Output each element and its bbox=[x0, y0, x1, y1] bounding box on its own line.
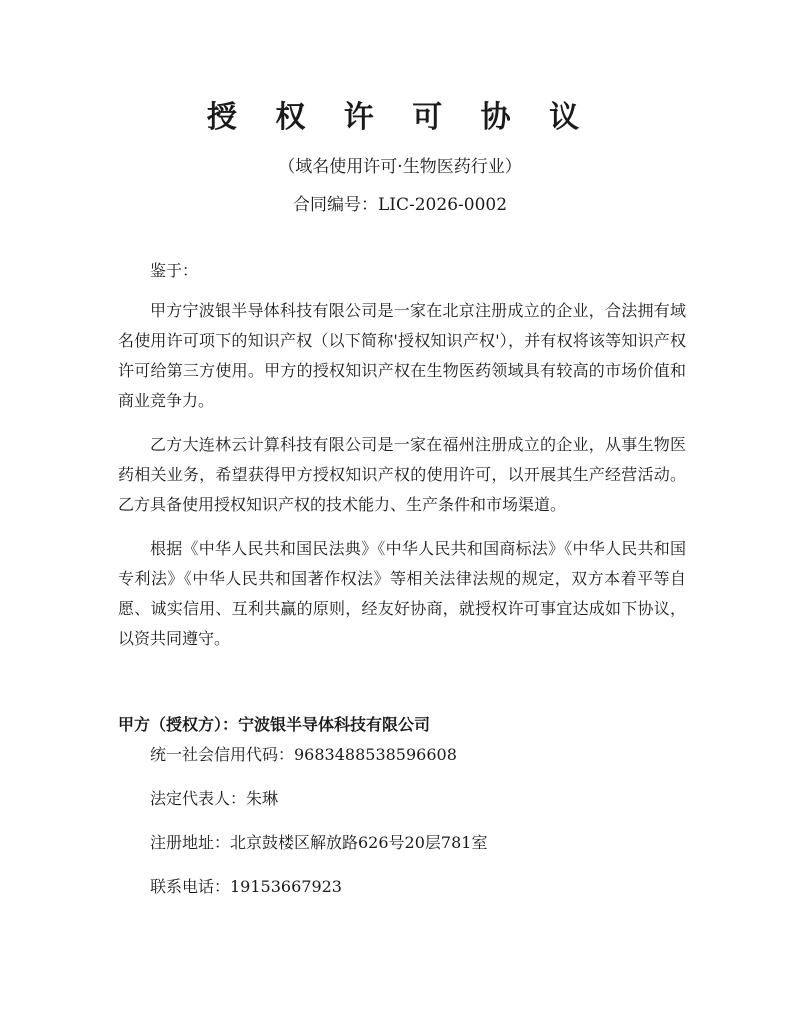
recital-paragraph-party-a: 甲方宁波银半导体科技有限公司是一家在北京注册成立的企业，合法拥有域名使用许可项下的知识产权（以下简称'授权知识产权'），并有权将该等知识产权许可给第三方使用。甲方的授权知识产权在生物医药领域具有较高的市场价值和商业竞争力。 bbox=[118, 301, 686, 410]
document-subtitle: （域名使用许可·生物医药行业） bbox=[278, 157, 522, 177]
recital-paragraph-legal-basis: 根据《中华人民共和国民法典》《中华人民共和国商标法》《中华人民共和国专利法》《中华人民共和国著作权法》等相关法律法规的规定，双方本着平等自愿、诚实信用、互利共赢的原则，经友好协商，就授权许可事宜达成如下协议，以资共同遵守。 bbox=[118, 539, 686, 648]
party-a-phone: 联系电话：19153667923 bbox=[150, 877, 342, 896]
party-a-credit-code: 统一社会信用代码：9683488538596608 bbox=[150, 745, 457, 764]
contract-number: 合同编号：LIC-2026-0002 bbox=[292, 195, 508, 215]
whereas-label: 鉴于： bbox=[150, 261, 199, 280]
recital-paragraph-party-b: 乙方大连林云计算科技有限公司是一家在福州注册成立的企业，从事生物医药相关业务，希望获得甲方授权知识产权的使用许可，以开展其生产经营活动。乙方具备使用授权知识产权的技术能力、生产条件和市场渠道。 bbox=[118, 435, 686, 514]
party-a-address: 注册地址：北京鼓楼区解放路626号20层781室 bbox=[150, 833, 488, 852]
party-a-heading: 甲方（授权方）：宁波银半导体科技有限公司 bbox=[118, 715, 431, 734]
document-title: 授 权 许 可 协 议 bbox=[206, 100, 594, 135]
recitals-body bbox=[118, 296, 686, 668]
party-a-legal-representative: 法定代表人：朱琳 bbox=[150, 789, 279, 808]
